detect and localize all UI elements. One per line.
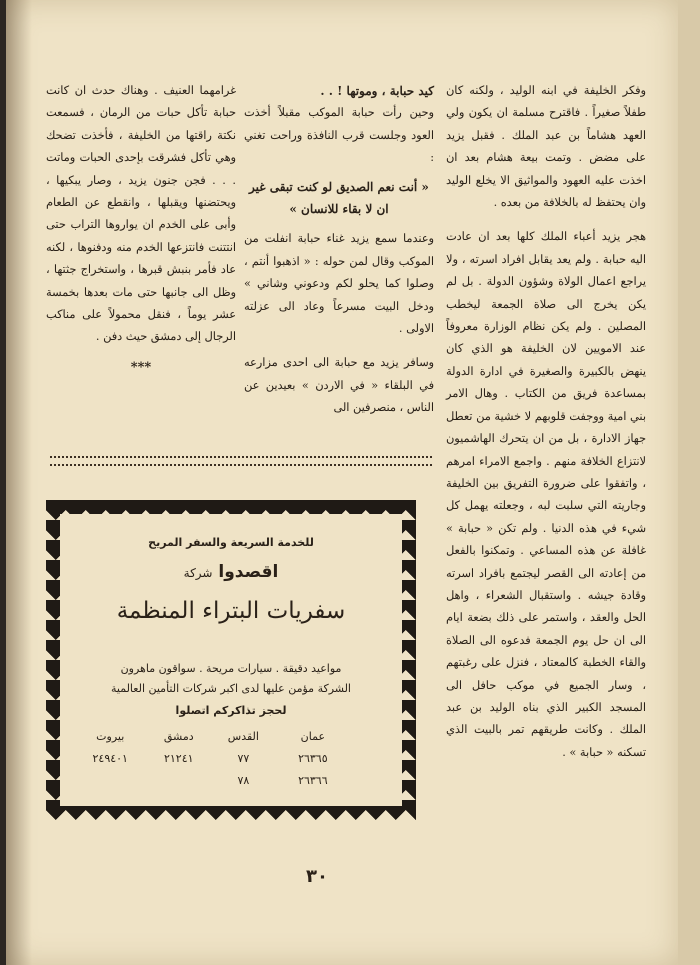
magazine-page (6, 0, 678, 965)
page-number: ٣٠ (306, 866, 328, 887)
city-quds: القدس (227, 730, 259, 743)
advertisement-box (46, 500, 416, 820)
city-dimashq: دمشق (163, 730, 194, 743)
paragraph: وحين رأت حبابة الموكب مقبلاً أخذت العود وجلست قرب النافذة وراحت تغني : (244, 106, 434, 165)
paragraph: غرامهما العنيف . وهناك حدث ان كانت حبابة تأكل حبات من الرمان ، فسمعت نكتة راقتها من الخليفة ، فأخذت تضحك وهي تأكل فشرقت بإحدى الحبات وماتت . . . فجن جنون يزيد ، وصار يبكيها ، ويحتضنها ويقبلها ، وانقطع عن الطعام وأبى على الخدم ان يواروها التراب حتى انتتنت فانتزعها الخدم منه ودفنوها ، لكنه عاد فأمر بنبش قبرها ، واستخراج جثتها ، وظل الى جانبها حتى مات بعدها بخمسة عشر يوماً ، فنقل محمولاً على مناكب الرجال إلى دمشق حيث دفن . (46, 84, 236, 344)
paragraph: هجر يزيد أعباء الملك كلها بعد ان عادت اليه حبابة . ولم يعد يقابل افراد اسرته ، ولا يراجع اعمال الولاة وشؤون الدولة . بل لم يكن يخرج الى صلاة الجمعة ليخطب المصلين . ولم يكن نظام الوزارة معروفاً عند الامويين لان الخليفة هو الذي كان ينهض بالكبيرة والصغيرة في ادارة الدولة بمساعدة فريق من الكتاب . وهال الامر بني امية ووجفت قلوبهم لا خشية من تعطل جهاز الادارة ، بل من ان يتحرك الهاشميون لانتزاع الخلافة منهم . واجمع الامراء امرهم ، واتفقوا على ضرورة التفريق بين الخليفة وجاريته التي سلبت لبه ، وجعلته يهمل كل شيء في هذه الدنيا . ولم تكن « حبابة » غافلة عن هذه المساعي . وتمكنوا بالفعل من إعادته الى القصر ليجتمع بافراد اسرته وقادة جيشه . واستقبال الشعراء ، واهل الحل والعقد ، واستمر على ذلك بضعة ايام الى ان حل يوم الجمعة فدعوه الى الصلاة والقاء الخطبة كالمعتاد ، فنزل على رغبتهم ، وسار الجميع في موكب حافل الى المسجد الكبير الذي بناه الوليد بن عبد الملك . وكانت طريقهم تمر بالبيت الذي تسكنه « حبابة » . (446, 230, 646, 759)
binding-shadow (6, 0, 32, 965)
city-beirut: بيروت (96, 730, 125, 743)
ad-company-name: سفريات البتراء المنظمة (116, 598, 346, 624)
advertisement-content (60, 514, 402, 806)
ad-tagline: للخدمة السريعة والسفر المريح (148, 536, 314, 549)
ad-brand-suffix: شركة (183, 566, 213, 580)
phone-number (76, 770, 145, 792)
phone-number: ٢٦٣٦٥ (298, 752, 328, 765)
phone-number: ٧٨ (237, 774, 250, 787)
ad-features: مواعيد دقيقة . سيارات مريحة . سواقون ماهرون (120, 662, 342, 675)
dotted-divider (50, 456, 432, 466)
ad-brand-line (60, 562, 402, 582)
phone-table-header (76, 726, 352, 748)
phone-table (76, 726, 352, 792)
phone-number: ٢٦٣٦٦ (298, 774, 328, 787)
article-column-middle (244, 80, 434, 420)
phone-number: ٧٧ (237, 752, 250, 765)
city-amman: عمان (300, 730, 326, 743)
section-heading: كيد حبابة ، وموتها ! . . (320, 84, 434, 98)
phone-number (145, 770, 214, 792)
next-page-edge (678, 0, 700, 965)
ad-insurance: الشركة مؤمن عليها لدى اكبر شركات التأمين العالمية (111, 682, 351, 695)
poem-quote: « أنت نعم الصديق لو كنت تبقى غير ان لا بقاء للانسان » (249, 179, 429, 217)
phone-table-row (76, 748, 352, 770)
paragraph: وعندما سمع يزيد غناء حبابة انفلت من الموكب وقال لمن حوله : « اذهبوا أنتم ، وصلوا كما يحلو لكم ودعوني وشاني » ودخل البيت مسرعاً وعاد الى عزلته الاولى . (244, 232, 434, 336)
ad-booking: لحجز تذاكركم اتصلوا (175, 704, 287, 717)
phone-number: ٢١٢٤١ (163, 752, 194, 765)
paragraph: وسافر يزيد مع حبابة الى احدى مزارعه في البلقاء « في الاردن » بعيدين عن الناس ، منصرفين الى (244, 356, 434, 415)
phone-table-row (76, 770, 352, 792)
phone-number: ٢٤٩٤٠١ (92, 752, 128, 765)
paragraph: وفكر الخليفة في ابنه الوليد ، ولكنه كان طفلاً صغيراً . فاقترح مسلمة ان يكون ولي العهد هشاماً بن عبد الملك . فقبل يزيد على مضض . وتمت بيعة هشام بعد ان اخذت عليه العهود والمواثيق الا يخلع الوليد وان يحتفظ له بالخلافة من بعده . (446, 84, 646, 210)
article-column-right (446, 80, 646, 764)
article-column-left (46, 80, 236, 379)
ad-brand: اقصدوا (218, 562, 279, 582)
section-end-stars: *** (130, 359, 152, 375)
